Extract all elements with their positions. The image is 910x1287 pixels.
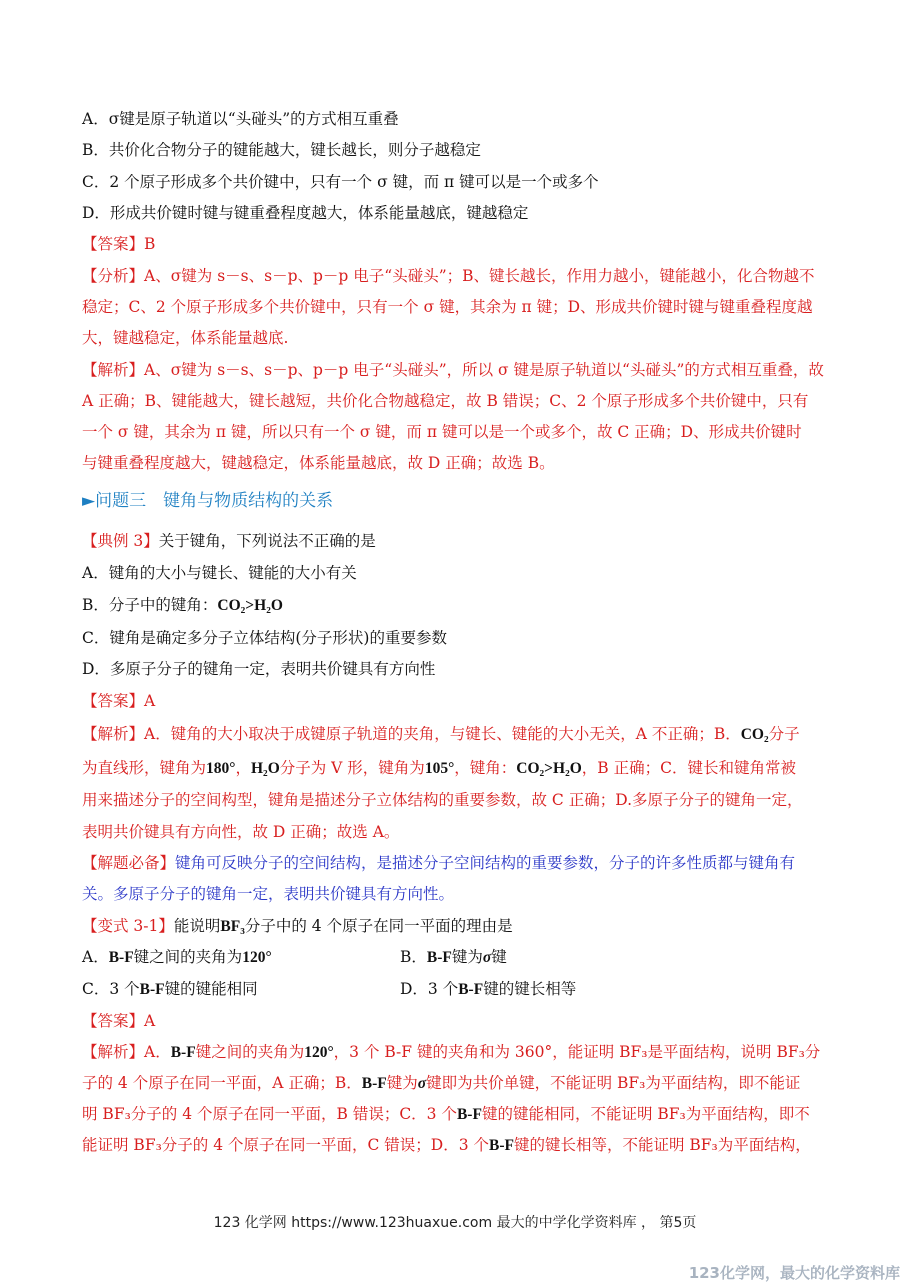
angle-180: 180° [206, 760, 236, 777]
explain-text: ， [235, 759, 251, 777]
explain-text-1: A、σ键为 s－s、s－p、p－p 电子“头碰头”，所以 σ 键是原子轨道以“头碰头”的方式相互重叠，故 [144, 361, 824, 379]
answer-tag: 【答案】 [82, 1012, 145, 1030]
explain-tag: 【解析】 [82, 725, 145, 743]
option-text: 键的键能相同 [164, 980, 258, 998]
explain-text: 分子 [768, 725, 800, 743]
formula-co2-h2o: CO₂>H₂O [516, 760, 582, 777]
section-heading [82, 490, 333, 512]
variant-explain-4 [82, 1134, 811, 1157]
example-option-d: D．多原子分子的键角一定，表明共价键具有方向性 [82, 660, 436, 678]
must-know-line-2: 关。多原子分子的键角一定，表明共价键具有方向性。 [82, 885, 455, 903]
explain-text: ，3 个 B-F 键的夹角和为 360°，能证明 BF₃是平面结构，说明 BF₃分 [333, 1043, 821, 1061]
bond-bf: B-F [426, 949, 452, 966]
bond-bf: B-F [108, 949, 134, 966]
bond-bf: B-F [139, 981, 165, 998]
option-text: 键 [491, 948, 507, 966]
explain-text: ，键角： [454, 759, 517, 777]
must-know-tag: 【解题必备】 [82, 854, 176, 872]
explain-text: 能证明 BF₃分子的 4 个原子在同一平面，C 错误；D．3 个 [82, 1136, 490, 1154]
option-prefix: A． [82, 948, 109, 966]
explain-line-1 [82, 359, 824, 381]
explain-tag: 【解析】 [82, 1043, 145, 1061]
explain-text: A．键角的大小取决于成键原子轨道的夹角，与键长、键能的大小无关，A 不正确；B． [144, 725, 741, 743]
bond-bf: B-F [458, 981, 484, 998]
bond-bf: B-F [170, 1044, 196, 1061]
analysis-line-1 [82, 265, 815, 287]
analysis-line-3: 大，键越稳定，体系能量越底. [82, 329, 289, 347]
angle-105: 105° [424, 760, 455, 777]
variant-option-d [400, 978, 576, 1001]
explain-line-2: A 正确；B、键能越大，键长越短，共价化合物越稳定，故 B 错误；C、2 个原子形成多个共价键中，只有 [82, 392, 809, 410]
option-c: C．2 个原子形成多个共价键中，只有一个 σ 键，而 π 键可以是一个或多个 [82, 173, 599, 191]
sigma-symbol: σ [417, 1075, 427, 1092]
variant-stem [82, 915, 513, 938]
example-option-c: C．键角是确定多分子立体结构(分子形状)的重要参数 [82, 629, 447, 647]
answer-line [82, 233, 155, 255]
explain-line-3: 一个 σ 键，其余为 π 键，所以只有一个 σ 键，而 π 键可以是一个或多个，故 C 正确；D、形成共价键时 [82, 423, 802, 441]
option-text: 键为 [451, 948, 483, 966]
section-title: 问题三 键角与物质结构的关系 [95, 491, 334, 511]
option-b: B．共价化合物分子的键能越大，键长越长，则分子越稳定 [82, 141, 481, 159]
explain-text: 键为 [386, 1074, 418, 1092]
explain-text: 键即为共价单键，不能证明 BF₃为平面结构，即不能证 [426, 1074, 801, 1092]
bond-bf: B-F [489, 1137, 514, 1154]
explain-text: 子的 4 个原子在同一平面，A 正确；B． [82, 1074, 362, 1092]
example-explain-2 [82, 757, 796, 780]
formula-bf3: BF₃ [220, 918, 245, 935]
example-tag: 【典例 3】 [82, 532, 159, 550]
bond-bf: B-F [361, 1075, 387, 1092]
example-answer [82, 690, 155, 712]
variant-explain-2 [82, 1072, 800, 1095]
explain-tag: 【解析】 [82, 361, 145, 379]
variant-tag: 【变式 3-1】 [82, 917, 174, 935]
formula-h2o: H₂O [250, 760, 280, 777]
page-footer: 123 化学网 https://www.123huaxue.com 最大的中学化学资料库 ， 第5页 [213, 1215, 697, 1231]
example-explain-1 [82, 723, 800, 746]
explain-text: 分子为 V 形，键角为 [279, 759, 425, 777]
option-prefix: C．3 个 [82, 980, 140, 998]
option-b-prefix: B．分子中的键角： [82, 596, 218, 614]
example-explain-3: 用来描述分子的空间构型，键角是描述分子立体结构的重要参数，故 C 正确；D.多原子分子的键角一定， [82, 791, 803, 809]
formula-co2: CO₂ [740, 726, 769, 743]
option-text: 键之间的夹角为 [133, 948, 243, 966]
example-stem-text: 关于键角，下列说法不正确的是 [158, 532, 376, 550]
analysis-line-2: 稳定；C、2 个原子形成多个共价键中，只有一个 σ 键，其余为 π 键；D、形成共价键时键与键重叠程度越 [82, 298, 813, 316]
explain-text: 键的键能相同，不能证明 BF₃为平面结构，即不 [481, 1105, 810, 1123]
variant-stem-text: 能说明 [173, 917, 221, 935]
variant-answer [82, 1010, 155, 1032]
option-text: 键的键长相等 [483, 980, 577, 998]
explain-text: ，B 正确；C．键长和键角常被 [581, 759, 796, 777]
example-explain-4: 表明共价键具有方向性，故 D 正确；故选 A。 [82, 823, 400, 841]
variant-explain-1 [82, 1041, 820, 1064]
variant-option-c [82, 978, 258, 1001]
example-stem [82, 530, 376, 552]
sigma-symbol: σ [482, 949, 492, 966]
answer-tag: 【答案】 [82, 692, 145, 710]
variant-option-a [82, 946, 272, 969]
option-prefix: B． [400, 948, 427, 966]
explain-text: 键之间的夹角为 [195, 1043, 305, 1061]
example-option-a: A．键角的大小与键长、键能的大小有关 [82, 564, 357, 582]
answer-tag: 【答案】 [82, 235, 145, 253]
angle-120: 120° [304, 1044, 334, 1061]
option-prefix: D．3 个 [400, 980, 459, 998]
answer-value: B [144, 235, 156, 253]
bond-bf: B-F [456, 1106, 482, 1123]
formula-co2-h2o: CO₂>H₂O [217, 597, 283, 614]
answer-value: A [144, 1012, 156, 1030]
analysis-tag: 【分析】 [82, 267, 145, 285]
analysis-text-1: A、σ键为 s－s、s－p、p－p 电子“头碰头”；B、键长越长，作用力越小，键能越小，化合物越不 [144, 267, 815, 285]
variant-option-b [400, 946, 507, 969]
explain-line-4: 与键重叠程度越大，键越稳定，体系能量越底，故 D 正确；故选 B。 [82, 454, 555, 472]
explain-text: A． [144, 1043, 171, 1061]
explain-text: 明 BF₃分子的 4 个原子在同一平面，B 错误；C．3 个 [82, 1105, 457, 1123]
variant-stem-text: 分子中的 4 个原子在同一平面的理由是 [244, 917, 513, 935]
option-a: A．σ键是原子轨道以“头碰头”的方式相互重叠 [82, 110, 399, 128]
variant-explain-3 [82, 1103, 810, 1126]
angle-120: 120° [242, 949, 272, 966]
example-option-b [82, 594, 283, 617]
answer-value: A [144, 692, 156, 710]
section-arrow-icon: ► [82, 491, 96, 511]
explain-text: 键的键长相等，不能证明 BF₃为平面结构， [513, 1136, 811, 1154]
site-watermark: 123化学网，最大的化学资料库 [688, 1264, 900, 1282]
option-d: D．形成共价键时键与键重叠程度越大，体系能量越底，键越稳定 [82, 204, 529, 222]
must-know-text-1: 键角可反映分子的空间结构，是描述分子空间结构的重要参数，分子的许多性质都与键角有 [175, 854, 796, 872]
must-know-line-1 [82, 852, 795, 874]
explain-text: 为直线形，键角为 [82, 759, 207, 777]
